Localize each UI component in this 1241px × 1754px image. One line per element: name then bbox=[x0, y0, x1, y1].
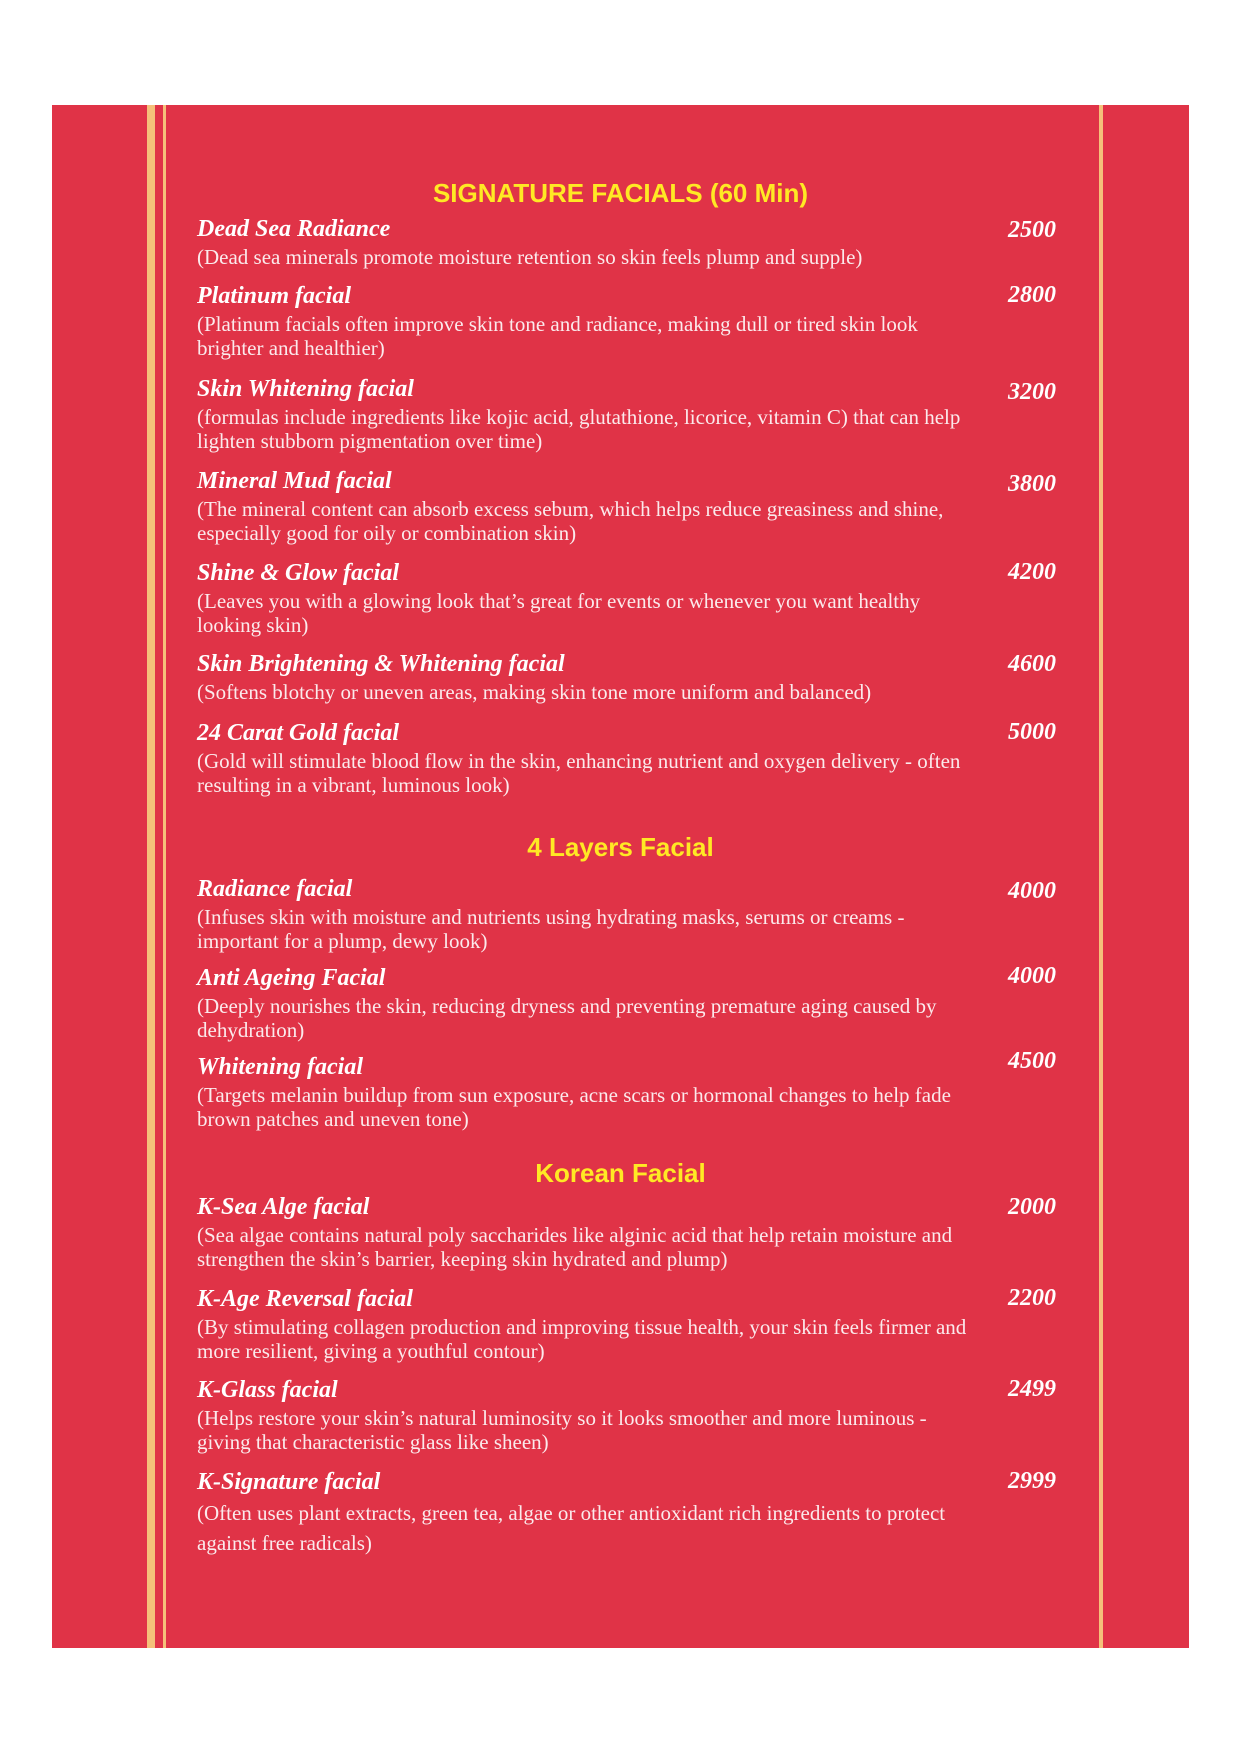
item-description: (Infuses skin with moisture and nutrients using hydrating masks, serums or creams - important for a plump, dewy look) bbox=[197, 905, 905, 953]
item-name: K-Age Reversal facial bbox=[197, 1286, 413, 1312]
item-description: (Softens blotchy or uneven areas, making skin tone more uniform and balanced) bbox=[197, 680, 872, 704]
item-description: (The mineral content can absorb excess sebum, which helps reduce greasiness and shine, especially good for oily or combination skin) bbox=[197, 497, 944, 545]
item-description: (Sea algae contains natural poly saccharides like alginic acid that help retain moisture and strengthen the skin’s barrier, keeping skin hydrated and plump) bbox=[197, 1223, 953, 1271]
item-name: Skin Whitening facial bbox=[197, 376, 414, 402]
item-price: 4500 bbox=[1008, 1048, 1056, 1074]
item-name: Anti Ageing Facial bbox=[197, 965, 386, 991]
item-price: 2200 bbox=[1008, 1285, 1056, 1311]
item-name: Dead Sea Radiance bbox=[197, 216, 391, 242]
item-name: Platinum facial bbox=[197, 283, 352, 309]
item-description: (By stimulating collagen production and improving tissue health, your skin feels firmer and more resilient, giving a youthful contour) bbox=[197, 1315, 967, 1363]
decorative-stripe-left-thin bbox=[163, 105, 166, 1648]
item-price: 2999 bbox=[1008, 1468, 1056, 1494]
item-description: (Often uses plant extracts, green tea, algae or other antioxidant rich ingredients to protect against free radicals) bbox=[197, 1501, 946, 1555]
item-price: 3200 bbox=[1008, 379, 1056, 405]
item-description: (Gold will stimulate blood flow in the skin, enhancing nutrient and oxygen delivery - often resulting in a vibrant, luminous look) bbox=[197, 749, 961, 797]
item-name: K-Signature facial bbox=[197, 1469, 381, 1495]
item-price: 4200 bbox=[1008, 559, 1056, 585]
item-name: K-Glass facial bbox=[197, 1377, 338, 1403]
menu-panel bbox=[52, 105, 1189, 1648]
item-description: (Deeply nourishes the skin, reducing dryness and preventing premature aging caused by dehydration) bbox=[197, 994, 937, 1042]
item-description: (Dead sea minerals promote moisture retention so skin feels plump and supple) bbox=[197, 245, 863, 269]
item-description: (Leaves you with a glowing look that’s great for events or whenever you want healthy looking skin) bbox=[197, 589, 921, 637]
decorative-stripe-left-thick bbox=[147, 105, 155, 1648]
item-name: K-Sea Alge facial bbox=[197, 1194, 370, 1220]
item-name: Skin Brightening & Whitening facial bbox=[197, 651, 565, 677]
item-price: 4600 bbox=[1008, 651, 1056, 677]
item-price: 2499 bbox=[1008, 1376, 1056, 1402]
item-price: 2000 bbox=[1008, 1194, 1056, 1220]
decorative-stripe-right bbox=[1099, 105, 1103, 1648]
item-name: 24 Carat Gold facial bbox=[197, 720, 399, 746]
item-name: Radiance facial bbox=[197, 876, 353, 902]
item-description: (formulas include ingredients like kojic acid, glutathione, licorice, vitamin C) that can help lighten stubborn pigmentation over time) bbox=[197, 405, 961, 453]
item-description: (Helps restore your skin’s natural luminosity so it looks smoother and more luminous - giving that characteristic glass like sheen) bbox=[197, 1406, 927, 1454]
section-title-signature-facials: SIGNATURE FACIALS (60 Min) bbox=[432, 178, 809, 208]
item-description: (Targets melanin buildup from sun exposure, acne scars or hormonal changes to help fade brown patches and uneven tone) bbox=[197, 1083, 951, 1131]
item-name: Mineral Mud facial bbox=[197, 468, 392, 494]
item-name: Whitening facial bbox=[197, 1054, 364, 1080]
item-price: 3800 bbox=[1008, 471, 1056, 497]
item-price: 4000 bbox=[1008, 963, 1056, 989]
item-price: 2800 bbox=[1008, 282, 1056, 308]
item-price: 5000 bbox=[1008, 719, 1056, 745]
item-price: 4000 bbox=[1008, 878, 1056, 904]
section-title-korean-facial: Korean Facial bbox=[535, 1158, 706, 1188]
item-price: 2500 bbox=[1008, 217, 1056, 243]
section-title-4-layers-facial: 4 Layers Facial bbox=[527, 832, 714, 862]
item-description: (Platinum facials often improve skin tone and radiance, making dull or tired skin look brighter and healthier) bbox=[197, 312, 918, 360]
item-name: Shine & Glow facial bbox=[197, 560, 400, 586]
